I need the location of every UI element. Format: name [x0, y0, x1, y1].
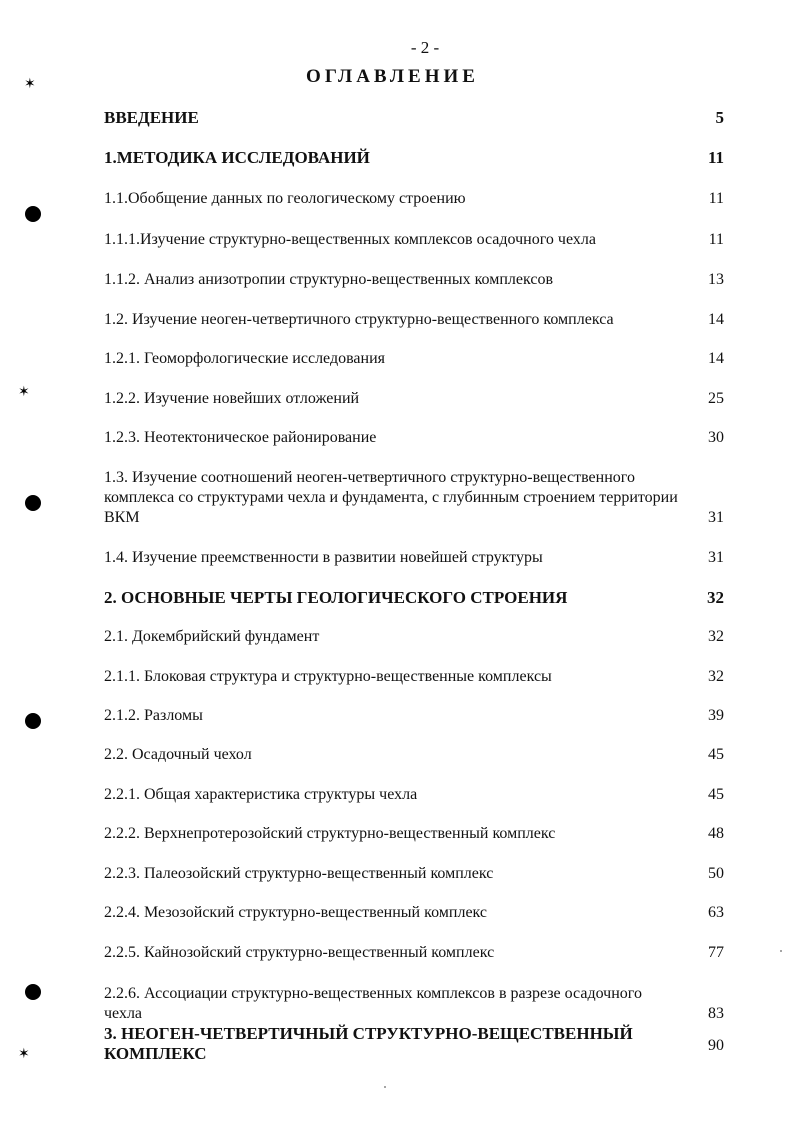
- toc-entry: [104, 389, 724, 409]
- toc-entry-title: 2.2.5. Кайнозойский структурно-вещественный комплекс: [104, 944, 495, 961]
- toc-entry-page: 11: [708, 190, 724, 207]
- toc-entry-title: 1.4. Изучение преемственности в развитии новейшей структуры: [104, 549, 543, 566]
- toc-entry: [104, 428, 724, 448]
- toc-entry-title: 1.2.3. Неотектоническое районирование: [104, 429, 377, 446]
- toc-entry: [104, 270, 724, 290]
- toc-entry-title: 1.1.1.Изучение структурно-вещественных комплексов осадочного чехла: [104, 231, 596, 248]
- toc-entry-title: 2.2.2. Верхнепротерозойский структурно-вещественный комплекс: [104, 825, 556, 842]
- toc-entry: [104, 745, 724, 765]
- toc-entry: [104, 1024, 724, 1064]
- toc-entry-page: 50: [708, 865, 724, 882]
- toc-entry: [104, 864, 724, 884]
- toc-entry: [104, 189, 724, 209]
- toc-entry: [104, 984, 724, 1024]
- toc-entry-title: 2.2.4. Мезозойский структурно-вещественный комплекс: [104, 904, 488, 921]
- toc-entry-page: 25: [708, 390, 724, 407]
- toc-entry: [104, 349, 724, 369]
- toc-entry: [104, 824, 724, 844]
- toc-entry-page: 45: [708, 786, 724, 803]
- toc-entry-page: 30: [708, 429, 724, 446]
- toc-entry: [104, 667, 724, 687]
- page-title: ОГЛАВЛЕНИЕ: [306, 66, 479, 87]
- toc-entry: [104, 468, 724, 528]
- page-number: - 2 -: [410, 38, 440, 57]
- toc-entry: [104, 548, 724, 568]
- toc-entry-page: 14: [708, 311, 724, 328]
- toc-entry-page: 5: [715, 108, 724, 127]
- toc-entry-page: 32: [707, 588, 724, 607]
- toc-entry: [104, 706, 724, 726]
- toc-entry: [104, 148, 724, 168]
- toc-entry: [104, 627, 724, 647]
- toc-entry-page: 77: [708, 944, 724, 961]
- toc-entry-page: 48: [708, 825, 724, 842]
- toc-entry-title: 2.2.6. Ассоциации структурно-вещественных комплексов в разрезе осадочного чехла: [104, 985, 642, 1022]
- toc-entry-page: 32: [708, 668, 724, 685]
- toc-entry-page: 63: [708, 904, 724, 921]
- punch-hole: [25, 495, 41, 511]
- toc-entry-title: 1.МЕТОДИКА ИССЛЕДОВАНИЙ: [104, 148, 370, 167]
- toc-entry-title: ВВЕДЕНИЕ: [104, 108, 199, 127]
- toc-entry-page: 90: [708, 1037, 724, 1054]
- scan-mark-icon: ✶: [18, 385, 30, 400]
- toc-entry-title: 2.1.1. Блоковая структура и структурно-вещественные комплексы: [104, 668, 552, 685]
- toc-entry-title: 2.1.2. Разломы: [104, 707, 203, 724]
- toc-entry: [104, 785, 724, 805]
- punch-hole: [25, 713, 41, 729]
- toc-entry-page: 14: [708, 350, 724, 367]
- toc-entry-title: 1.1.2. Анализ анизотропии структурно-вещественных комплексов: [104, 271, 554, 288]
- punch-hole: [25, 206, 41, 222]
- toc-entry-title: 2.2. Осадочный чехол: [104, 746, 252, 763]
- toc-entry-page: 31: [708, 509, 724, 526]
- punch-hole: [25, 984, 41, 1000]
- toc-entry-title: 2. ОСНОВНЫЕ ЧЕРТЫ ГЕОЛОГИЧЕСКОГО СТРОЕНИЯ: [104, 588, 568, 607]
- scan-speck: [780, 950, 782, 952]
- toc-entry: [104, 230, 724, 250]
- scan-mark-icon: ✶: [18, 1047, 30, 1062]
- scan-speck: [384, 1086, 386, 1088]
- toc-entry: [104, 108, 724, 128]
- toc-entry-title: 3. НЕОГЕН-ЧЕТВЕРТИЧНЫЙ СТРУКТУРНО-ВЕЩЕСТВЕННЫЙ КОМПЛЕКС: [104, 1024, 633, 1063]
- scan-mark-icon: ✶: [24, 77, 36, 92]
- toc-entry-page: 45: [708, 746, 724, 763]
- toc-entry-title: 2.2.3. Палеозойский структурно-вещественный комплекс: [104, 865, 494, 882]
- toc-entry-title: 2.2.1. Общая характеристика структуры чехла: [104, 786, 418, 803]
- toc-entry-title: 1.1.Обобщение данных по геологическому строению: [104, 190, 466, 207]
- toc-entry-page: 39: [708, 707, 724, 724]
- toc-entry: [104, 903, 724, 923]
- toc-entry: [104, 943, 724, 963]
- toc-entry-page: 11: [708, 231, 724, 248]
- toc-entry-page: 11: [707, 148, 724, 167]
- toc-entry-title: 1.2. Изучение неоген-четвертичного структурно-вещественного комплекса: [104, 311, 614, 328]
- toc-entry-page: 31: [708, 549, 724, 566]
- toc-entry-page: 13: [708, 271, 724, 288]
- toc-entry-title: 1.2.2. Изучение новейших отложений: [104, 390, 360, 407]
- toc-entry: [104, 310, 724, 330]
- toc-entry-page: 83: [708, 1005, 724, 1022]
- toc-entry-title: 2.1. Докембрийский фундамент: [104, 628, 320, 645]
- toc-entry-page: 32: [708, 628, 724, 645]
- toc-entry-title: 1.3. Изучение соотношений неоген-четвертичного структурно-вещественного комплекса со структурами чехла и фундамента, с глубинным строением территории ВКМ: [104, 469, 678, 526]
- toc-entry: [104, 588, 724, 608]
- toc-entry-title: 1.2.1. Геоморфологические исследования: [104, 350, 386, 367]
